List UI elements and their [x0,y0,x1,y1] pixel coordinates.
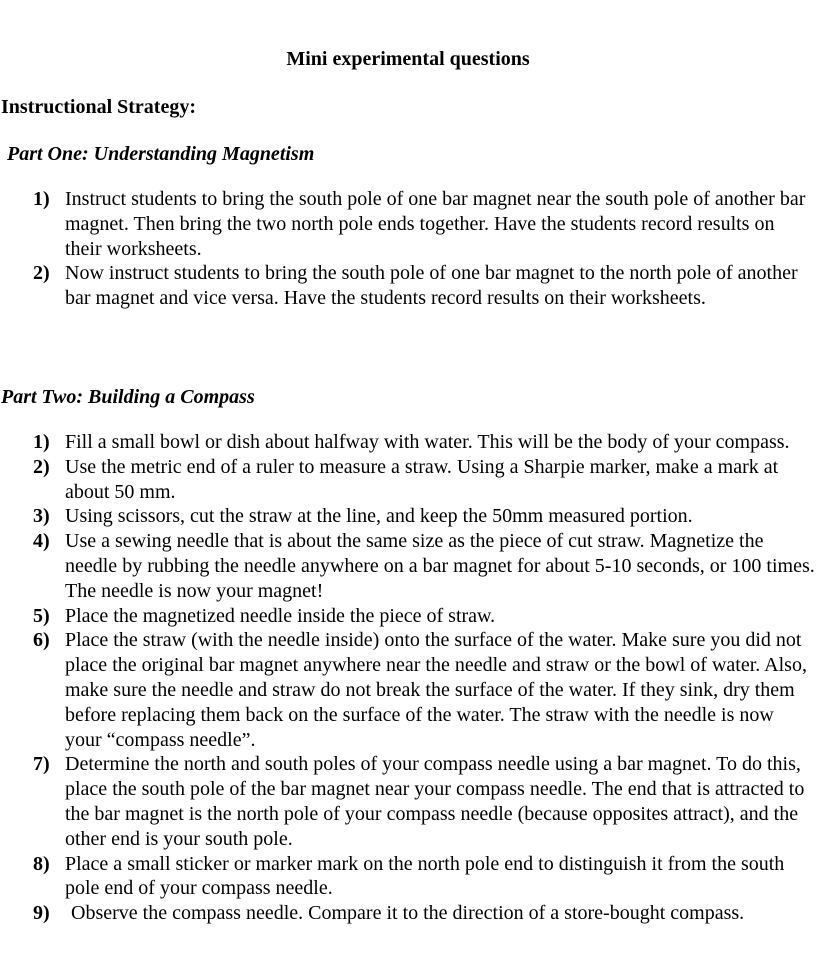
step-number: 1) [33,431,50,453]
instructional-strategy-heading: Instructional Strategy: [1,96,196,118]
step-number: 9) [33,902,50,925]
step-item [0,455,815,505]
step-text: Observe the compass needle. Compare it to the direction of a store-bought compass. [71,902,745,925]
step-text: Use the metric end of a ruler to measure a straw. Using a Sharpie marker, make a mark at about 50 mm. [65,455,779,503]
step-text: Place a small sticker or marker mark on the north pole end to distinguish it from the south pole end of your compass needle. [65,852,785,900]
step-text: Determine the north and south poles of your compass needle using a bar magnet. To do this, place the south pole of the bar magnet near your compass needle. The end that is attracted to the bar magnet is the north pole of your compass needle (because opposites attract), and the other end is your south pole. [65,753,805,850]
part-one-heading: Part One: Understanding Magnetism [7,143,315,165]
step-text: Place the straw (with the needle inside) onto the surface of the water. Make sure you did not place the original bar magnet anywhere near the needle and straw or the bowl of water. Also, make sure the needle and straw do not break the surface of the water. If they sink, dry them before replacing them back on the surface of the water. The straw with the needle is now your “compass needle”. [65,629,807,751]
step-item [0,430,815,455]
step-text: Now instruct students to bring the south pole of one bar magnet to the north pole of another bar magnet and vice versa. Have the students record results on their worksheets. [65,262,798,310]
step-number: 1) [33,188,50,210]
step-number: 2) [33,262,50,285]
step-text: Use a sewing needle that is about the same size as the piece of cut straw. Magnetize the needle by rubbing the needle anywhere on a bar magnet for about 5-10 seconds, or 100 times. The needle is now your magnet! [65,530,815,602]
step-text: Place the magnetized needle inside the piece of straw. [65,604,496,627]
part-two-steps [0,430,815,926]
step-number: 8) [33,852,50,875]
document-title: Mini experimental questions [286,48,530,70]
step-item [0,504,815,529]
step-text: Using scissors, cut the straw at the line, and keep the 50mm measured portion. [65,505,693,528]
step-text: Instruct students to bring the south pole of one bar magnet near the south pole of another bar magnet. Then bring the two north pole ends together. Have the students record results on their worksheets. [65,188,806,260]
step-item [0,604,815,629]
step-number: 7) [33,753,50,776]
step-item [0,187,815,261]
part-two-heading: Part Two: Building a Compass [1,386,255,408]
step-number: 3) [33,505,50,528]
part-one-steps [0,187,815,311]
step-text: Fill a small bowl or dish about halfway with water. This will be the body of your compass. [65,431,790,453]
step-item [0,901,815,926]
step-number: 5) [33,604,50,627]
step-item [0,529,815,603]
step-item [0,752,815,851]
step-number: 2) [33,455,50,478]
step-item [0,261,815,311]
step-number: 4) [33,530,50,553]
step-number: 6) [33,629,50,652]
step-item [0,852,815,902]
step-item [0,628,815,752]
